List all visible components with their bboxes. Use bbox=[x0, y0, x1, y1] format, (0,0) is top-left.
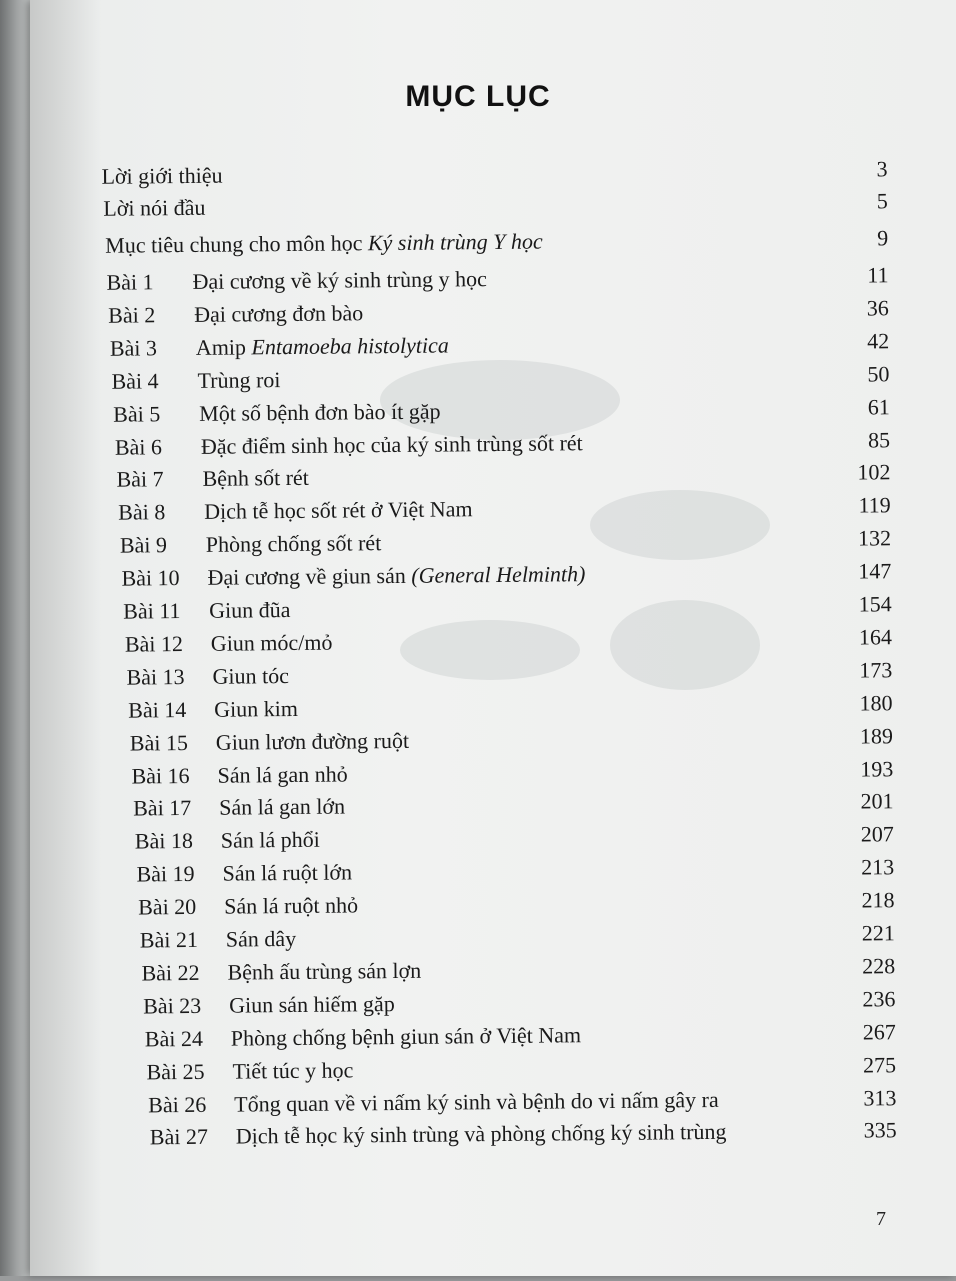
toc-entry-title bbox=[204, 497, 473, 526]
toc-entry-title bbox=[192, 266, 486, 295]
toc-entry-text: Sán dây bbox=[225, 925, 297, 952]
toc-page-number: 207 bbox=[860, 821, 894, 847]
toc-entry-text: Mục tiêu chung cho môn học bbox=[105, 230, 369, 258]
lesson-number: Bài 8 bbox=[118, 499, 166, 525]
page-number: 7 bbox=[876, 1208, 886, 1230]
toc-entry-text: Phòng chống sốt rét bbox=[205, 530, 382, 558]
toc-page-number: 9 bbox=[877, 225, 889, 251]
toc-entry-title bbox=[226, 926, 297, 953]
toc-page-number: 180 bbox=[859, 689, 893, 716]
toc-entry-text: Giun kim bbox=[214, 695, 299, 722]
toc-lesson-row bbox=[111, 361, 889, 398]
toc-page-number: 267 bbox=[862, 1018, 896, 1045]
toc-lesson-row bbox=[120, 525, 891, 562]
toc-entry-italic-text: Entamoeba histolytica bbox=[251, 332, 449, 360]
toc-entry-text: Tổng quan về vi nấm ký sinh và bệnh do vi nấm gây ra bbox=[234, 1086, 719, 1117]
toc-entry-title bbox=[217, 761, 347, 788]
toc-entry-text: Tiết túc y học bbox=[232, 1057, 354, 1084]
toc-title: MỤC LỤC bbox=[405, 80, 551, 113]
toc-entry-text: Đặc điểm sinh học của ký sinh trùng sốt rét bbox=[200, 429, 583, 459]
lesson-number: Bài 5 bbox=[113, 400, 161, 427]
toc-entry-text: Một số bệnh đơn bào ít gặp bbox=[199, 398, 441, 426]
toc-entry-title bbox=[229, 991, 395, 1019]
toc-entry-title bbox=[212, 663, 289, 690]
toc-entry-title bbox=[206, 530, 382, 558]
toc-entry-text: Đại cương về giun sán bbox=[207, 562, 412, 590]
toc-page-number: 313 bbox=[863, 1084, 897, 1111]
toc-lesson-row bbox=[148, 1085, 897, 1122]
toc-entry-title bbox=[211, 629, 333, 656]
toc-front-row bbox=[101, 156, 887, 194]
toc-entry-text: Giun móc/mỏ bbox=[210, 629, 333, 656]
lesson-number: Bài 25 bbox=[146, 1058, 205, 1085]
toc-page-number: 132 bbox=[857, 525, 892, 551]
toc-entry-text: Sán lá gan nhỏ bbox=[217, 760, 348, 788]
toc-entry-text: Dịch tễ học sốt rét ở Việt Nam bbox=[204, 496, 473, 525]
toc-entry-text: Sán lá phổi bbox=[220, 827, 320, 853]
toc-lesson-row bbox=[136, 854, 894, 891]
toc-page-number: 236 bbox=[862, 986, 896, 1012]
toc-page-number: 3 bbox=[876, 156, 888, 182]
toc-entry-title bbox=[197, 367, 280, 394]
toc-entry-text: Lời giới thiệu bbox=[101, 162, 223, 189]
toc-page-number: 102 bbox=[857, 459, 891, 485]
toc-entry-text: Đại cương về ký sinh trùng y học bbox=[192, 266, 487, 294]
lesson-number: Bài 22 bbox=[141, 959, 200, 986]
toc-page-number: 50 bbox=[867, 360, 890, 387]
toc-entry-title bbox=[101, 163, 222, 190]
lesson-number: Bài 1 bbox=[106, 269, 154, 295]
lesson-number: Bài 11 bbox=[123, 598, 181, 624]
toc-lesson-row bbox=[125, 624, 892, 661]
toc-lesson-row bbox=[115, 427, 891, 464]
toc-lesson-row bbox=[110, 328, 890, 365]
toc-entry-text: Lời nói đầu bbox=[103, 194, 206, 221]
toc-lesson-row bbox=[146, 1052, 896, 1089]
lesson-number: Bài 17 bbox=[133, 795, 192, 821]
toc-entry-title bbox=[194, 300, 363, 328]
lesson-number: Bài 7 bbox=[116, 466, 164, 493]
toc-front-row bbox=[103, 188, 888, 226]
toc-page-number: 228 bbox=[862, 953, 896, 979]
lesson-number: Bài 10 bbox=[121, 565, 180, 591]
toc-entry-title bbox=[232, 1057, 353, 1084]
toc-entry-text: Giun đũa bbox=[209, 597, 291, 623]
toc-page-number: 218 bbox=[861, 887, 895, 913]
toc-entry-text: Đại cương đơn bào bbox=[194, 300, 364, 327]
lesson-number: Bài 14 bbox=[128, 696, 187, 723]
toc-lesson-row bbox=[138, 887, 895, 924]
toc-entry-title bbox=[234, 1086, 719, 1117]
toc-page-number: 36 bbox=[866, 295, 889, 321]
toc-lesson-row bbox=[113, 394, 890, 431]
toc-entry-title bbox=[224, 892, 358, 919]
toc-entry-title bbox=[201, 430, 583, 460]
lesson-number: Bài 2 bbox=[108, 302, 156, 328]
toc-page-number: 42 bbox=[867, 328, 890, 354]
toc-lesson-row bbox=[141, 953, 895, 990]
toc-entry-title bbox=[227, 958, 421, 986]
toc-page-number: 11 bbox=[867, 262, 889, 288]
toc-page-number: 85 bbox=[867, 426, 891, 452]
lesson-number: Bài 15 bbox=[129, 729, 189, 756]
toc-page-number: 189 bbox=[859, 722, 894, 749]
toc-page-number: 119 bbox=[858, 492, 891, 518]
toc-entry-text: Sán lá gan lớn bbox=[219, 793, 346, 821]
toc-entry-text: Trùng roi bbox=[197, 366, 281, 393]
toc-page-number: 335 bbox=[863, 1117, 897, 1143]
toc-entry-text: Dịch tễ học ký sinh trùng và phòng chống ký sinh trùng bbox=[235, 1119, 727, 1149]
toc-entry-title bbox=[209, 597, 291, 624]
lesson-number: Bài 23 bbox=[143, 992, 202, 1019]
toc-entry-title bbox=[236, 1119, 727, 1150]
toc-lesson-row bbox=[145, 1019, 896, 1056]
toc-page-number: 5 bbox=[876, 188, 888, 214]
toc-entry-text: Amip bbox=[195, 334, 252, 360]
toc-entry-text: Sán lá ruột lớn bbox=[222, 859, 353, 886]
toc-entry-title bbox=[222, 860, 352, 887]
toc-page-number: 61 bbox=[867, 393, 890, 420]
toc-entry-text: Giun tóc bbox=[212, 662, 290, 689]
toc-lesson-row bbox=[128, 690, 893, 727]
lesson-number: Bài 27 bbox=[149, 1124, 209, 1150]
toc-lesson-row bbox=[140, 920, 895, 957]
lesson-number: Bài 19 bbox=[136, 861, 195, 887]
toc-entry-title bbox=[103, 195, 205, 222]
toc-entry-text: Giun sán hiếm gặp bbox=[229, 990, 395, 1018]
toc-entry-text: Giun lươn đường ruột bbox=[215, 727, 410, 755]
lesson-number: Bài 13 bbox=[126, 663, 185, 690]
toc-lesson-row bbox=[126, 657, 892, 694]
toc-lesson-row bbox=[116, 460, 890, 497]
toc-entry-italic-text: Ký sinh trùng Y học bbox=[367, 228, 543, 256]
lesson-number: Bài 16 bbox=[131, 762, 190, 789]
lesson-number: Bài 6 bbox=[114, 433, 163, 460]
toc-entry-title bbox=[231, 1022, 581, 1051]
toc-lesson-row bbox=[143, 986, 896, 1023]
lesson-number: Bài 12 bbox=[124, 630, 184, 657]
lesson-number: Bài 3 bbox=[109, 335, 158, 361]
toc-entry-title bbox=[105, 229, 543, 259]
toc-lesson-row bbox=[135, 822, 894, 859]
toc-entry-text: Bệnh ấu trùng sán lợn bbox=[227, 957, 422, 985]
toc-lesson-row bbox=[123, 591, 892, 628]
toc-page-number: 173 bbox=[859, 657, 893, 683]
toc-lesson-row bbox=[131, 756, 893, 793]
toc-lesson-row bbox=[150, 1118, 897, 1155]
lesson-number: Bài 9 bbox=[119, 532, 168, 558]
toc-page-number: 201 bbox=[860, 788, 894, 814]
toc-entry-title bbox=[199, 398, 441, 426]
toc-entry-title bbox=[216, 727, 409, 755]
toc-entry-title bbox=[207, 561, 585, 591]
toc-page-number: 193 bbox=[860, 755, 894, 782]
toc-page-number: 213 bbox=[861, 854, 895, 880]
lesson-number: Bài 4 bbox=[111, 367, 159, 394]
toc-page-number: 164 bbox=[858, 624, 893, 650]
toc-entry-text: Sán lá ruột nhỏ bbox=[224, 892, 359, 919]
lesson-number: Bài 26 bbox=[148, 1091, 207, 1117]
toc-page-number: 221 bbox=[861, 920, 895, 946]
lesson-number: Bài 21 bbox=[139, 926, 199, 953]
toc-entry-text: Bệnh sốt rét bbox=[202, 465, 309, 492]
toc-entry-title bbox=[202, 465, 309, 492]
lesson-number: Bài 20 bbox=[138, 894, 197, 920]
toc-lesson-row bbox=[108, 295, 889, 332]
toc-lesson-row bbox=[133, 789, 894, 826]
toc-front-row bbox=[105, 225, 888, 263]
toc-entry-title bbox=[221, 827, 320, 854]
toc-entry-title bbox=[219, 794, 345, 821]
lesson-number: Bài 24 bbox=[144, 1025, 204, 1052]
toc-entry-text: Phòng chống bệnh giun sán ở Việt Nam bbox=[230, 1021, 582, 1051]
toc-page-number: 275 bbox=[862, 1051, 897, 1078]
toc-lesson-row bbox=[118, 493, 891, 530]
toc-entry-italic-text: (General Helminth) bbox=[411, 561, 586, 588]
lesson-number: Bài 18 bbox=[134, 828, 194, 854]
toc-entry-title bbox=[214, 696, 298, 723]
toc-lesson-row bbox=[130, 723, 893, 760]
toc-page-number: 147 bbox=[858, 558, 892, 584]
toc-page-number: 154 bbox=[858, 591, 892, 617]
toc-lesson-row bbox=[121, 558, 891, 595]
toc-entry-title bbox=[196, 332, 449, 360]
toc-lesson-row bbox=[106, 262, 888, 300]
